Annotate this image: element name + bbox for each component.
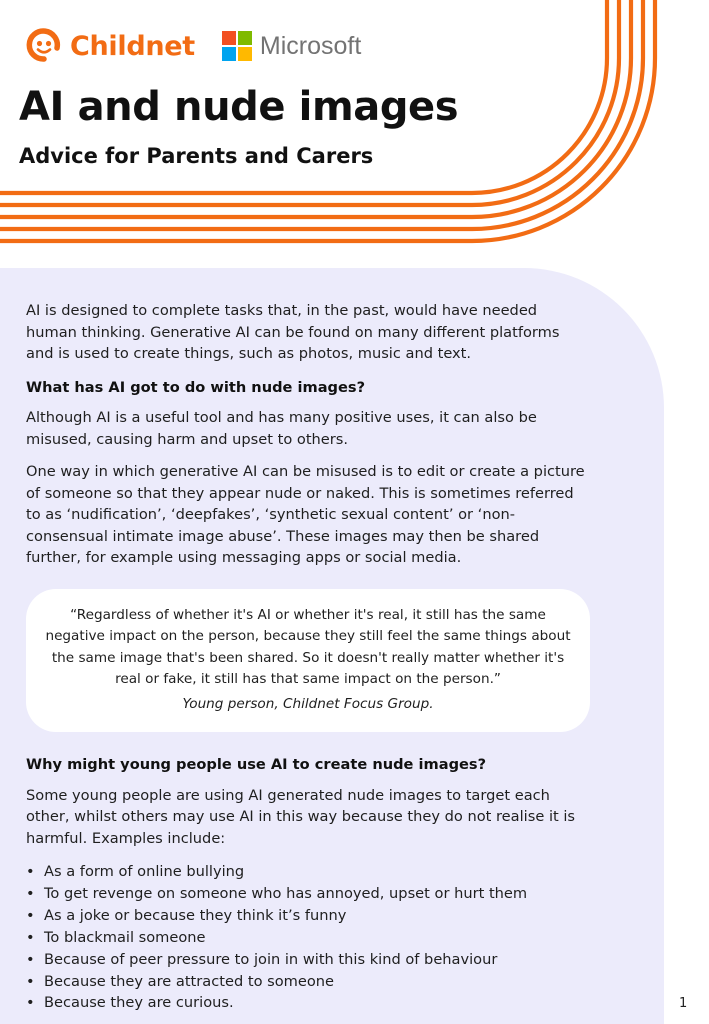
childnet-face-icon <box>26 28 62 64</box>
page-number: 1 <box>679 996 688 1011</box>
main-content <box>26 300 586 1014</box>
childnet-logo <box>26 28 195 64</box>
list-item: • Because of peer pressure to join in with this kind of behaviour <box>26 949 586 971</box>
page-subtitle: Advice for Parents and Carers <box>19 144 374 168</box>
paragraph-examples-intro: Some young people are using AI generated nude images to target each other, whilst others may use AI in this way because they do not realise it is harmful. Examples include: <box>26 786 576 847</box>
examples-list <box>26 861 586 1014</box>
microsoft-logo <box>222 31 361 61</box>
paragraph-misuse: One way in which generative AI can be misused is to edit or create a picture of someone so that they appear nude or naked. This is sometimes referred to as ‘nudification’, ‘deepfakes’, ‘synthetic sexual content’ or ‘non-consensual intimate image abuse’. These images may then be shared further, for example using messaging apps or social media. <box>26 463 585 566</box>
list-item: • Because they are attracted to someone <box>26 971 586 993</box>
microsoft-wordmark: Microsoft <box>259 31 362 60</box>
list-item: • To get revenge on someone who has annoyed, upset or hurt them <box>26 883 586 905</box>
section-heading-why-young-people: Why might young people use AI to create nude images? <box>26 756 487 773</box>
section-heading-ai-nude-images: What has AI got to do with nude images? <box>26 378 366 396</box>
quote-text: “Regardless of whether it's AI or whether it's real, it still has the same negative impact on the person, because they still feel the same things about the same image that's been shared. So it doesn't really matter whether it's real or fake, it still has that same impact on the person.” <box>45 606 571 687</box>
page-title: AI and nude images <box>19 84 459 130</box>
microsoft-windows-icon <box>222 31 252 61</box>
list-item: • As a form of online bullying <box>26 861 586 883</box>
paragraph-positive-uses: Although AI is a useful tool and has many positive uses, it can also be misused, causing harm and upset to others. <box>26 409 537 448</box>
quote-source: Young person, Childnet Focus Group. <box>182 695 434 712</box>
list-item: • To blackmail someone <box>26 927 586 949</box>
childnet-wordmark: Childnet <box>70 30 195 62</box>
quote-box <box>26 589 590 733</box>
logo-row <box>26 26 361 66</box>
list-item: • Because they are curious. <box>26 992 586 1014</box>
intro-paragraph: AI is designed to complete tasks that, in the past, would have needed human thinking. Generative AI can be found on many different platforms and is used to create things, such as photos, music and text. <box>26 302 560 362</box>
list-item: • As a joke or because they think it’s funny <box>26 905 586 927</box>
